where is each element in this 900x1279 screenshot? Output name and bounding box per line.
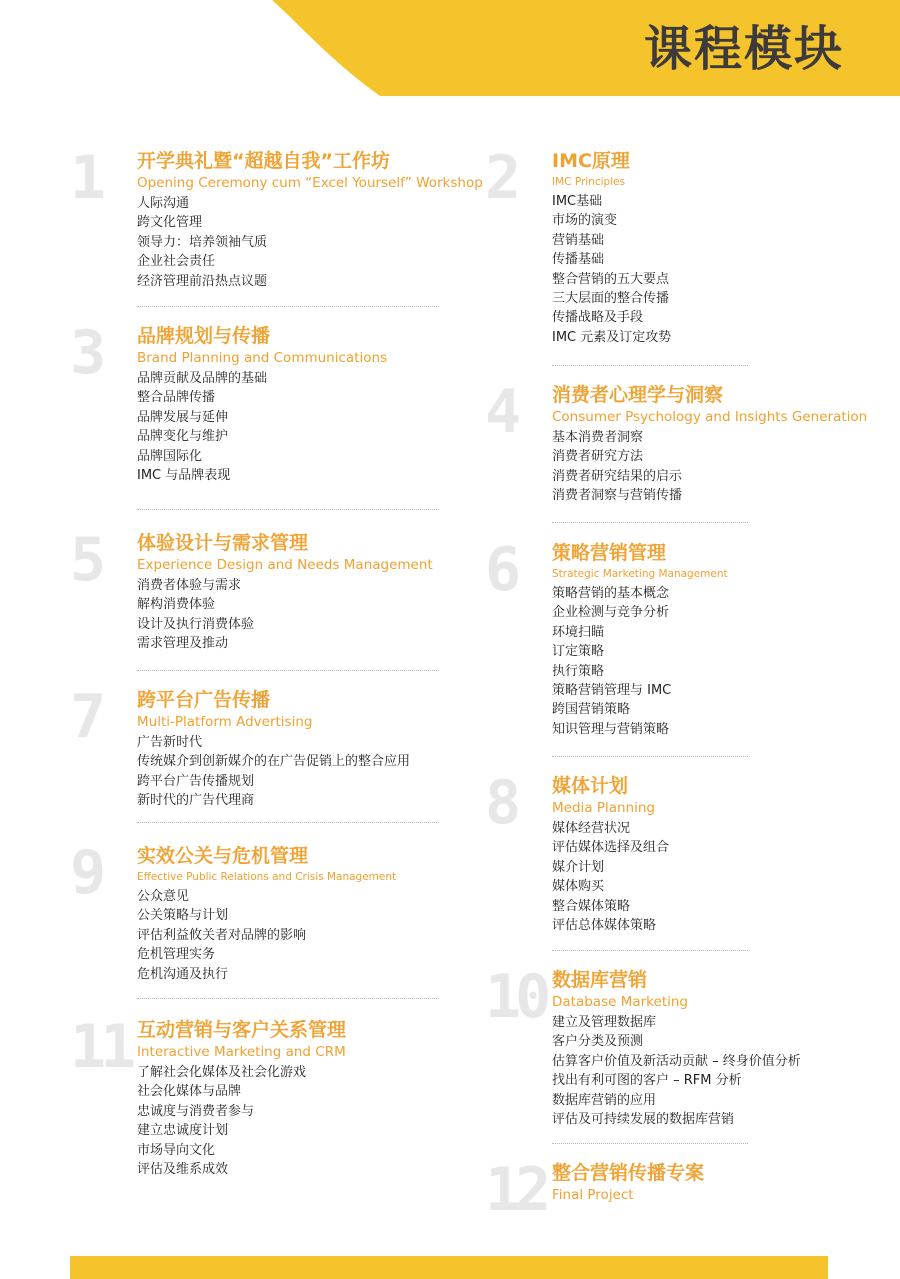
module-english-title: Media Planning xyxy=(552,800,655,816)
module-english-title: Final Project xyxy=(552,1187,634,1203)
module-number: 10 xyxy=(485,962,546,1032)
topic-item: 传统媒介到创新媒介的在广告促销上的整合应用 xyxy=(137,754,411,770)
topic-item: 环境扫瞄 xyxy=(552,624,605,640)
divider xyxy=(552,522,748,523)
module-title: 品牌规划与传播 xyxy=(137,325,271,347)
module-topic-list xyxy=(552,819,900,935)
topic-item: 品牌国际化 xyxy=(137,448,203,464)
footer-bar xyxy=(70,1256,828,1279)
divider xyxy=(137,670,439,671)
topic-item: 公众意见 xyxy=(137,889,190,904)
topic-item: 设计及执行消费体验 xyxy=(137,616,255,632)
topic-item: 品牌贡献及品牌的基础 xyxy=(137,371,268,386)
module-number: 4 xyxy=(485,377,516,447)
topic-item: 传播战略及手段 xyxy=(552,310,644,326)
topic-item: 找出有利可图的客户 – RFM 分析 xyxy=(552,1073,742,1089)
module-title: 实效公关与危机管理 xyxy=(137,845,309,867)
module-title: 跨平台广告传播 xyxy=(137,689,271,711)
divider xyxy=(137,509,439,510)
topic-item: 策略营销的基本概念 xyxy=(552,586,670,601)
topic-item: IMC基础 xyxy=(552,194,603,209)
topic-item: 市场导向文化 xyxy=(137,1142,216,1158)
module-title: 互动营销与客户关系管理 xyxy=(137,1019,347,1041)
topic-item: 危机沟通及执行 xyxy=(137,966,229,982)
topic-item: 整合营销的五大要点 xyxy=(552,271,670,287)
topic-item: 基本消费者洞察 xyxy=(552,430,644,445)
topic-item: 知识管理与营销策略 xyxy=(552,721,670,737)
module-number: 9 xyxy=(70,838,101,908)
topic-item: 解构消费体验 xyxy=(137,597,216,613)
topic-item: 订定策略 xyxy=(552,644,605,660)
topic-item: 跨文化管理 xyxy=(137,215,203,231)
divider xyxy=(552,950,748,951)
topic-item: 评估媒体选择及组合 xyxy=(552,840,670,856)
module-number: 7 xyxy=(70,682,101,752)
module-english-title: Effective Public Relations and Crisis Management xyxy=(137,871,397,883)
topic-item: 三大层面的整合传播 xyxy=(552,291,670,307)
topic-item: 了解社会化媒体及社会化游戏 xyxy=(137,1065,307,1080)
module-topic-list xyxy=(137,1063,487,1179)
divider xyxy=(137,822,439,823)
topic-item: 领导力：培养领袖气质 xyxy=(137,234,268,250)
divider xyxy=(137,306,439,307)
topic-item: IMC 与品牌表现 xyxy=(137,468,231,484)
divider xyxy=(137,998,439,999)
module-topic-list xyxy=(137,369,487,485)
topic-item: 跨平台广告传播规划 xyxy=(137,773,255,789)
module-title: 媒体计划 xyxy=(552,775,629,797)
module-number: 11 xyxy=(70,1012,131,1082)
topic-item: 品牌发展与延伸 xyxy=(137,409,229,425)
topic-item: 企业检测与竞争分析 xyxy=(552,605,670,621)
topic-item: 评估总体媒体策略 xyxy=(552,918,657,934)
module-title: 体验设计与需求管理 xyxy=(137,532,309,554)
divider xyxy=(552,756,748,757)
module-title: 策略营销管理 xyxy=(552,542,667,564)
topic-item: 客户分类及预测 xyxy=(552,1034,644,1050)
topic-item: 营销基础 xyxy=(552,232,605,248)
module-english-title: Consumer Psychology and Insights Generation xyxy=(552,409,868,425)
topic-item: 媒体购买 xyxy=(552,879,605,895)
topic-item: 跨国营销策略 xyxy=(552,702,631,718)
module-english-title: Database Marketing xyxy=(552,994,688,1010)
module-topic-list xyxy=(137,194,487,291)
topic-item: 忠诚度与消费者参与 xyxy=(137,1103,255,1119)
topic-item: 媒介计划 xyxy=(552,859,605,875)
module-number: 2 xyxy=(485,143,516,213)
topic-item: 消费者体验与需求 xyxy=(137,578,242,593)
module-number: 1 xyxy=(70,143,101,213)
module-topic-list xyxy=(137,576,487,654)
topic-item: 消费者洞察与营销传播 xyxy=(552,488,683,504)
module-english-title: Brand Planning and Communications xyxy=(137,350,388,366)
topic-item: 消费者研究结果的启示 xyxy=(552,468,683,484)
topic-item: 社会化媒体与品牌 xyxy=(137,1084,242,1100)
module-title: 整合营销传播专案 xyxy=(552,1162,705,1184)
page-title: 课程模块 xyxy=(643,21,844,77)
topic-item: IMC 元素及订定攻势 xyxy=(552,329,672,345)
topic-item: 新时代的广告代理商 xyxy=(137,793,255,809)
topic-item: 媒体经营状况 xyxy=(552,821,631,836)
module-english-title: Opening Ceremony cum “Excel Yourself” Workshop xyxy=(137,175,483,191)
module-english-title: Experience Design and Needs Management xyxy=(137,557,433,573)
topic-item: 广告新时代 xyxy=(137,735,203,750)
topic-item: 人际沟通 xyxy=(137,196,190,211)
module-english-title: IMC Principles xyxy=(552,176,626,188)
topic-item: 需求管理及推动 xyxy=(137,636,229,652)
topic-item: 企业社会责任 xyxy=(137,254,216,270)
topic-item: 数据库营销的应用 xyxy=(552,1092,657,1108)
module-title: 开学典礼暨“超越自我”工作坊 xyxy=(137,150,390,172)
module-title: 消费者心理学与洞察 xyxy=(552,384,724,406)
module-number: 8 xyxy=(485,768,516,838)
module-topic-list xyxy=(552,1013,900,1129)
module-number: 3 xyxy=(70,318,101,388)
topic-item: 评估及维系成效 xyxy=(137,1162,229,1178)
topic-item: 整合品牌传播 xyxy=(137,390,216,406)
module-english-title: Interactive Marketing and CRM xyxy=(137,1044,346,1060)
topic-item: 公关策略与计划 xyxy=(137,908,229,924)
module-english-title: Strategic Marketing Management xyxy=(552,568,728,580)
module-number: 12 xyxy=(485,1155,546,1225)
divider xyxy=(552,365,748,366)
topic-item: 市场的演变 xyxy=(552,213,618,229)
module-title: IMC原理 xyxy=(552,150,630,172)
topic-item: 估算客户价值及新活动贡献 – 终身价值分析 xyxy=(552,1053,801,1069)
topic-item: 执行策略 xyxy=(552,663,605,679)
topic-item: 评估利益攸关者对品牌的影响 xyxy=(137,927,307,943)
topic-item: 整合媒体策略 xyxy=(552,898,631,914)
module-topic-list xyxy=(552,192,900,347)
topic-item: 危机管理实务 xyxy=(137,947,216,963)
module-number: 5 xyxy=(70,525,101,595)
module-number: 6 xyxy=(485,535,516,605)
module-topic-list xyxy=(137,887,487,984)
module-topic-list xyxy=(137,733,487,811)
topic-item: 经济管理前沿热点议题 xyxy=(137,273,268,289)
topic-item: 消费者研究方法 xyxy=(552,449,644,465)
module-topic-list xyxy=(552,428,900,506)
topic-item: 评估及可持续发展的数据库营销 xyxy=(552,1112,735,1128)
module-english-title: Multi-Platform Advertising xyxy=(137,714,313,730)
topic-item: 建立及管理数据库 xyxy=(552,1015,657,1030)
topic-item: 策略营销管理与 IMC xyxy=(552,683,672,699)
topic-item: 传播基础 xyxy=(552,252,605,268)
topic-item: 品牌变化与维护 xyxy=(137,429,229,445)
module-topic-list xyxy=(552,584,900,739)
module-title: 数据库营销 xyxy=(552,969,648,991)
divider xyxy=(552,1143,748,1144)
topic-item: 建立忠诚度计划 xyxy=(137,1123,229,1139)
